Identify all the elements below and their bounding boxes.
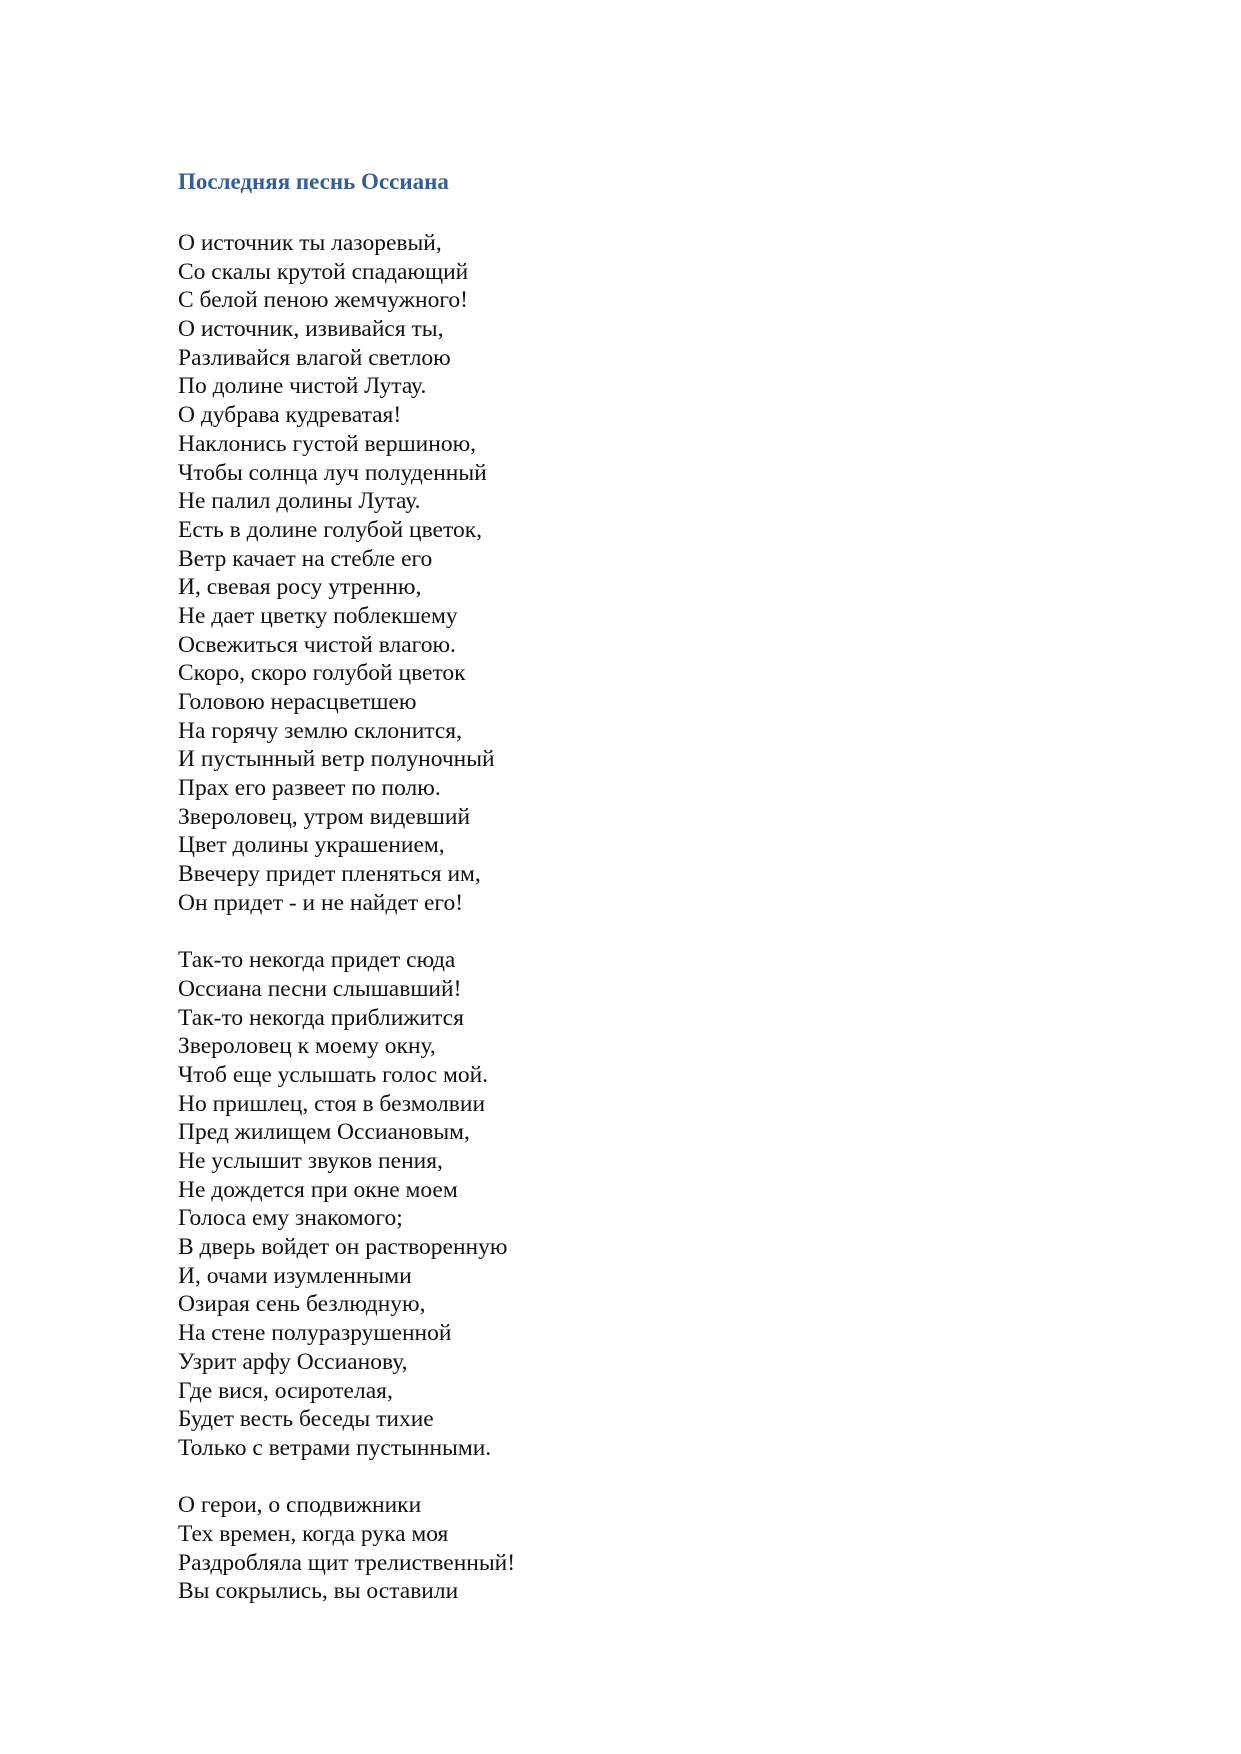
poem-line: Он придет - и не найдет его! — [178, 889, 464, 916]
poem-line: Цвет долины украшением, — [178, 832, 445, 859]
poem-line: Звероловец, утром видевший — [178, 803, 471, 830]
poem-line: О герои, о сподвижники — [178, 1492, 422, 1519]
poem-line: Узрит арфу Оссианову, — [178, 1348, 408, 1375]
poem-line: Оссиана песни слышавший! — [178, 975, 462, 1002]
poem-line: С белой пеною жемчужного! — [178, 287, 468, 314]
poem-line: И пустынный ветр полуночный — [178, 746, 495, 773]
poem-line: Чтобы солнца луч полуденный — [178, 459, 487, 486]
poem-line: О источник ты лазоревый, — [178, 230, 442, 256]
poem-line: Вы сокрылись, вы оставили — [178, 1578, 459, 1605]
poem-line: Ввечеру придет пленяться им, — [178, 861, 481, 888]
poem-line: Голоса ему знакомого; — [178, 1205, 403, 1232]
poem-line: О источник, извивайся ты, — [178, 316, 444, 343]
poem-line: Так-то некогда придет сюда — [178, 947, 456, 974]
poem-line: Скоро, скоро голубой цветок — [178, 660, 466, 687]
poem-line: Будет весть беседы тихие — [178, 1406, 434, 1433]
poem-line: Разливайся влагой светлою — [178, 344, 451, 371]
poem-line: Тех времен, когда рука моя — [178, 1520, 449, 1547]
poem-line: И, свевая росу утренню, — [178, 574, 422, 601]
poem-line: Пред жилищем Оссиановым, — [178, 1119, 470, 1146]
poem-line: Но пришлец, стоя в безмолвии — [178, 1090, 486, 1117]
poem-line: Раздробляла щит трелиственный! — [178, 1549, 516, 1576]
poem-line: Головою нерасцветшею — [178, 689, 417, 715]
poem-line: Ветр качает на стебле его — [178, 545, 433, 572]
poem-line: Есть в долине голубой цветок, — [178, 516, 482, 543]
poem-line: Звероловец к моему окну, — [178, 1033, 436, 1060]
poem-line: Не палил долины Лутау. — [178, 488, 421, 515]
stanza-2 — [178, 946, 1078, 1462]
poem-line: Не услышит звуков пения, — [178, 1148, 443, 1174]
poem-line: Со скалы крутой спадающий — [178, 258, 469, 285]
poem-title: Последняя песнь Оссиана — [178, 169, 449, 194]
stanza-3 — [178, 1491, 1078, 1606]
poem-line: По долине чистой Лутау. — [178, 373, 427, 400]
poem-line: На стене полуразрушенной — [178, 1320, 452, 1347]
stanza-1 — [178, 229, 1078, 918]
poem-line: Не дает цветку поблекшему — [178, 602, 458, 629]
poem-line: Где вися, осиротелая, — [178, 1377, 393, 1404]
poem-line: Прах его развеет по полю. — [178, 775, 441, 802]
poem-line: Так-то некогда приближится — [178, 1004, 464, 1031]
poem-line: В дверь войдет он растворенную — [178, 1234, 508, 1261]
poem-line: Наклонись густой вершиною, — [178, 430, 477, 457]
poem-line: На горячу землю склонится, — [178, 717, 462, 744]
poem-line: Освежиться чистой влагою. — [178, 631, 456, 658]
poem-line: И, очами изумленными — [178, 1262, 412, 1289]
poem-line: Только с ветрами пустынными. — [178, 1434, 492, 1461]
poem-line: О дубрава кудреватая! — [178, 402, 402, 429]
poem-line: Озирая сень безлюдную, — [178, 1291, 426, 1318]
poem-line: Не дождется при окне моем — [178, 1176, 458, 1203]
poem-body — [178, 229, 1078, 1635]
poem-line: Чтоб еще услышать голос мой. — [178, 1061, 489, 1088]
